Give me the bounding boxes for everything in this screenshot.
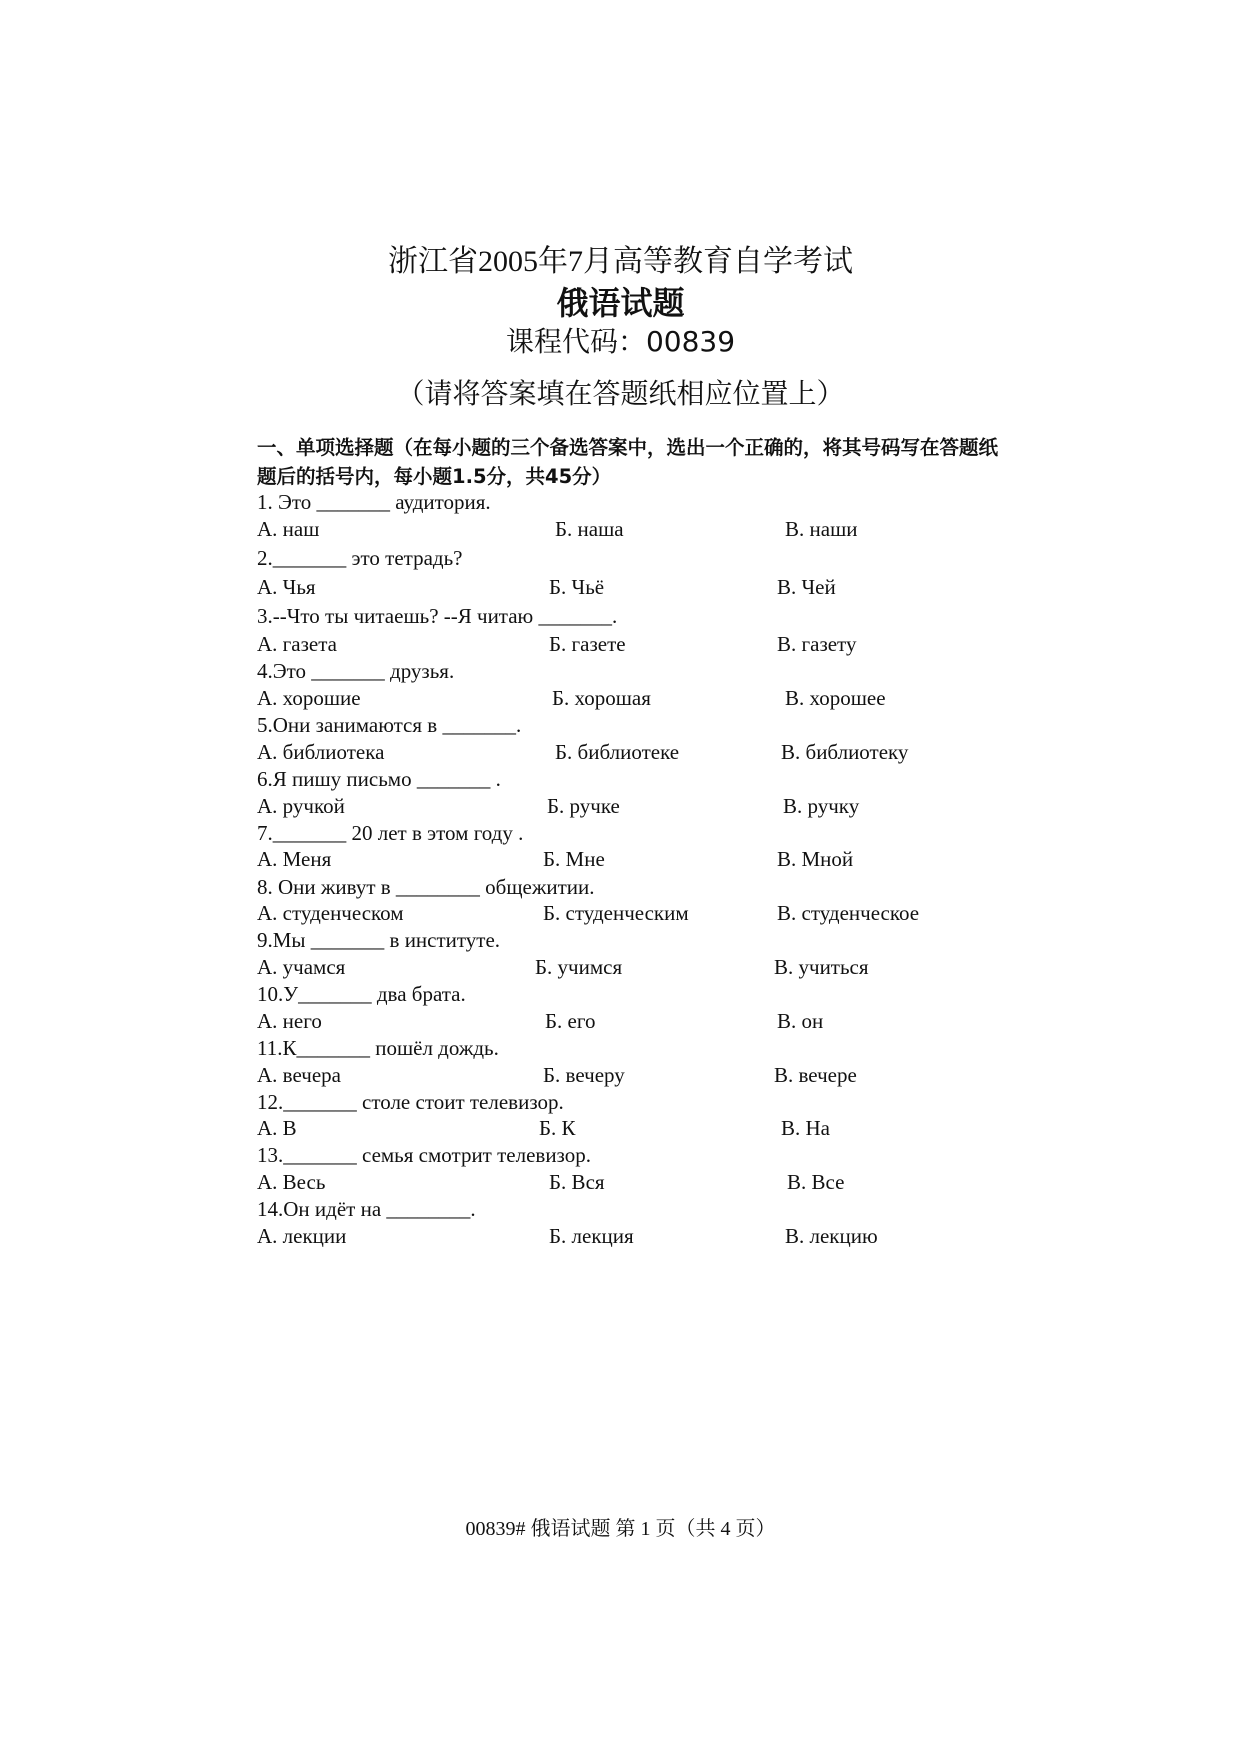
option-a: А. лекции — [257, 1224, 347, 1248]
option-c: В. На — [781, 1116, 830, 1140]
option-b: Б. его — [545, 1009, 596, 1033]
section-title: 一、单项选择题（在每小题的三个备选答案中，选出一个正确的，将其号码写在答题纸题后的括号内，每小题1.5分，共45分） — [257, 436, 999, 488]
option-a: А. хорошие — [257, 686, 361, 710]
option-a: А. ручкой — [257, 794, 345, 818]
option-c: В. он — [777, 1009, 824, 1033]
option-a: А. Чья — [257, 575, 316, 599]
question-text: 9.Мы _______ в институте. — [257, 928, 501, 952]
option-a: А. студенческом — [257, 901, 404, 925]
option-c: В. библиотеку — [781, 740, 909, 764]
option-c: В. газету — [777, 632, 857, 656]
option-b: Б. учимся — [535, 955, 623, 979]
question-text: 14.Он идёт на ________. — [257, 1197, 476, 1221]
option-a: А. вечера — [257, 1063, 341, 1087]
option-c: В. Чей — [777, 575, 836, 599]
question-text: 6.Я пишу письмо _______ . — [257, 767, 501, 791]
exam-title: 浙江省2005年7月高等教育自学考试 — [388, 245, 853, 278]
option-a: А. библиотека — [257, 740, 385, 764]
option-c: В. хорошее — [785, 686, 886, 710]
instruction-note: （请将答案填在答题纸相应位置上） — [396, 377, 845, 410]
option-c: В. ручку — [783, 794, 860, 818]
question-text: 12._______ столе стоит телевизор. — [257, 1090, 564, 1114]
option-b: Б. Вся — [549, 1170, 605, 1194]
option-b: Б. наша — [555, 517, 624, 541]
option-b: Б. вечеру — [543, 1063, 625, 1087]
option-a: А. Весь — [257, 1170, 326, 1194]
option-a: А. В — [257, 1116, 297, 1140]
option-b: Б. лекция — [549, 1224, 634, 1248]
question-text: 1. Это _______ аудитория. — [257, 490, 491, 514]
option-c: В. студенческое — [777, 901, 920, 925]
option-b: Б. ручке — [547, 794, 620, 818]
option-b: Б. Чьё — [549, 575, 605, 599]
option-b: Б. К — [539, 1116, 576, 1140]
question-text: 4.Это _______ друзья. — [257, 659, 455, 683]
option-b: Б. Мне — [543, 847, 605, 871]
question-text: 2._______ это тетрадь? — [257, 546, 463, 570]
option-a: А. наш — [257, 517, 320, 541]
question-text: 7._______ 20 лет в этом году . — [257, 821, 524, 845]
option-c: В. лекцию — [785, 1224, 878, 1248]
option-c: В. вечере — [774, 1063, 857, 1087]
option-b: Б. хорошая — [552, 686, 651, 710]
subject-title: 俄语试题 — [556, 284, 685, 322]
question-text: 11.К_______ пошёл дождь. — [257, 1036, 499, 1060]
option-c: В. учиться — [774, 955, 869, 979]
option-a: А. газета — [257, 632, 337, 656]
option-c: В. наши — [785, 517, 858, 541]
course-code: 课程代码：00839 — [505, 325, 736, 358]
page-footer: 00839# 俄语试题 第 1 页（共 4 页） — [465, 1518, 776, 1540]
question-text: 8. Они живут в ________ общежитии. — [257, 875, 595, 899]
option-a: А. него — [257, 1009, 322, 1033]
option-a: А. Меня — [257, 847, 332, 871]
option-b: Б. студенческим — [543, 901, 689, 925]
question-text: 5.Они занимаются в _______. — [257, 713, 522, 737]
option-c: В. Мной — [777, 847, 854, 871]
question-text: 3.--Что ты читаешь? --Я читаю _______. — [257, 604, 618, 628]
option-c: В. Все — [787, 1170, 845, 1194]
option-a: А. учамся — [257, 955, 346, 979]
option-b: Б. газете — [549, 632, 626, 656]
question-text: 10.У_______ два брата. — [257, 982, 466, 1006]
question-text: 13._______ семья смотрит телевизор. — [257, 1143, 591, 1167]
option-b: Б. библиотеке — [555, 740, 680, 764]
